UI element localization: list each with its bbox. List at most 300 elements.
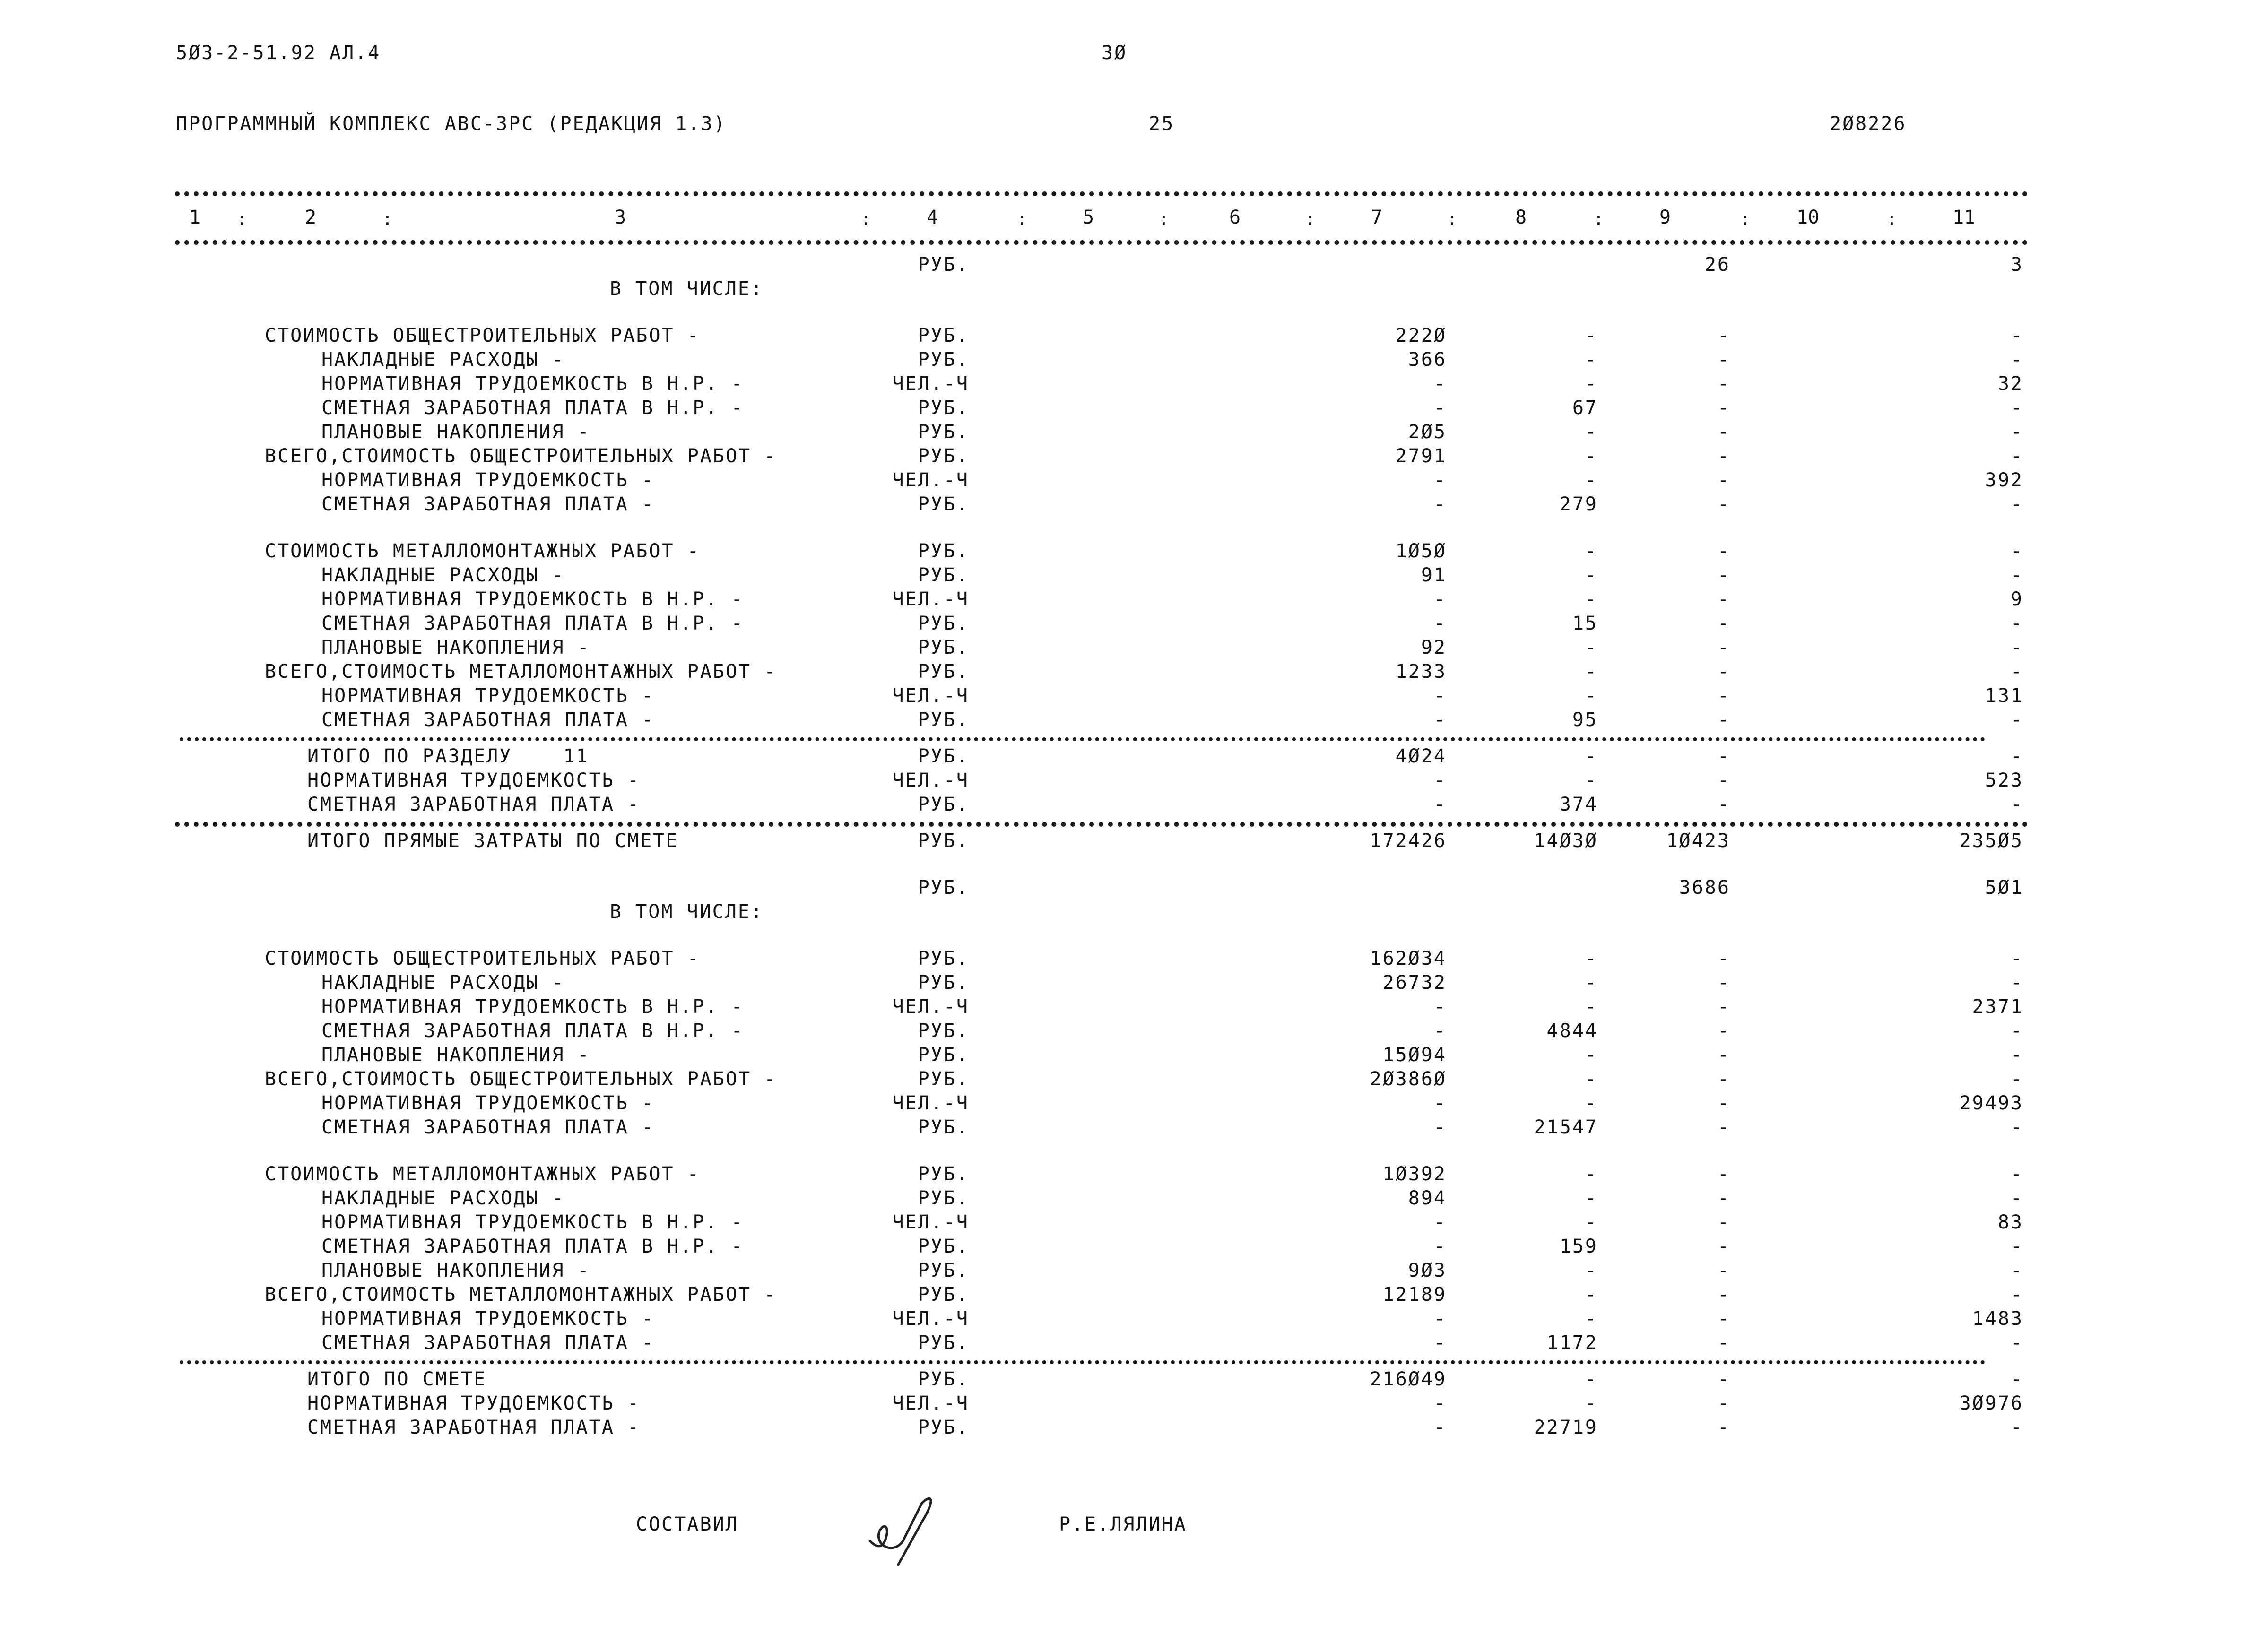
row-unit: РУБ. xyxy=(918,613,969,634)
cell-col-9: - xyxy=(1717,613,1730,634)
cell-col-7: 92 xyxy=(1421,637,1447,658)
table-row xyxy=(0,614,2265,639)
cell-col-7: - xyxy=(1433,1236,1447,1257)
cell-col-8: - xyxy=(1585,948,1598,969)
cell-col-8: - xyxy=(1585,540,1598,562)
row-unit: РУБ. xyxy=(918,1417,969,1438)
cell-col-7: 12189 xyxy=(1382,1284,1447,1306)
cell-col-9: - xyxy=(1717,373,1730,395)
cell-col-11: - xyxy=(2010,1163,2023,1185)
cell-col-8: - xyxy=(1585,661,1598,683)
table-row xyxy=(0,710,2265,735)
cell-col-11: - xyxy=(2010,1116,2023,1138)
table-row xyxy=(0,1213,2265,1237)
cell-col-7: - xyxy=(1433,685,1447,707)
cell-col-9: - xyxy=(1717,1163,1730,1185)
cell-col-7: 26732 xyxy=(1382,972,1447,994)
cell-col-7: - xyxy=(1433,1332,1447,1354)
table-row xyxy=(0,398,2265,423)
cell-col-11: 131 xyxy=(1985,685,2023,707)
subsection-heading-label: В ТОМ ЧИСЛЕ: xyxy=(610,278,764,300)
cell-col-8: - xyxy=(1585,685,1598,707)
cell-col-8: - xyxy=(1585,770,1598,791)
table-row xyxy=(0,1394,2265,1418)
cell-col-11: - xyxy=(2010,349,2023,371)
cell-col-8: - xyxy=(1585,1284,1598,1306)
row-unit: РУБ. xyxy=(918,709,969,731)
table-row xyxy=(0,1333,2265,1358)
row-label: ВСЕГО,СТОИМОСТЬ МЕТАЛЛОМОНТАЖНЫХ РАБОТ - xyxy=(265,1284,777,1306)
row-unit: РУБ. xyxy=(918,1116,969,1138)
cell-col-7: - xyxy=(1433,1393,1447,1414)
row-label: СМЕТНАЯ ЗАРАБОТНАЯ ПЛАТА - xyxy=(321,709,655,731)
cell-col-11: - xyxy=(2010,564,2023,586)
column-separator: : xyxy=(860,208,871,229)
column-number-7: 7 xyxy=(1371,207,1383,228)
cell-col-11: - xyxy=(2010,972,2023,994)
table-row xyxy=(0,831,2265,856)
cell-col-9: - xyxy=(1717,770,1730,791)
cell-col-11: 2371 xyxy=(1972,996,2023,1018)
table-row xyxy=(0,997,2265,1022)
cell-col-9: - xyxy=(1717,1332,1730,1354)
cell-col-8: - xyxy=(1585,637,1598,658)
cell-col-9: - xyxy=(1717,1393,1730,1414)
cell-col-9: - xyxy=(1717,1368,1730,1390)
cell-col-11: - xyxy=(2010,1417,2023,1438)
cell-col-8: - xyxy=(1585,469,1598,491)
cell-col-11: - xyxy=(2010,661,2023,683)
cell-col-9: - xyxy=(1717,996,1730,1018)
cell-col-7: - xyxy=(1433,1211,1447,1233)
table-row xyxy=(0,447,2265,471)
column-number-10: 10 xyxy=(1796,207,1820,228)
cell-col-8: 279 xyxy=(1559,493,1598,515)
row-label: НОРМАТИВНАЯ ТРУДОЕМКОСТЬ - xyxy=(307,1393,641,1414)
table-row xyxy=(0,542,2265,566)
cell-col-11: - xyxy=(2010,745,2023,767)
row-unit: РУБ. xyxy=(918,540,969,562)
row-label: НОРМАТИВНАЯ ТРУДОЕМКОСТЬ - xyxy=(321,469,655,491)
row-unit: РУБ. xyxy=(918,1187,969,1209)
row-label: НОРМАТИВНАЯ ТРУДОЕМКОСТЬ В Н.Р. - xyxy=(321,996,744,1018)
table-row xyxy=(0,949,2265,974)
cell-col-9: - xyxy=(1717,1116,1730,1138)
table-top-rule xyxy=(175,191,2028,196)
cell-col-11: 235Ø5 xyxy=(1959,830,2023,852)
subsection-heading-label: В ТОМ ЧИСЛЕ: xyxy=(610,901,764,923)
row-label: ВСЕГО,СТОИМОСТЬ МЕТАЛЛОМОНТАЖНЫХ РАБОТ - xyxy=(265,661,777,683)
table-row xyxy=(0,638,2265,663)
column-number-8: 8 xyxy=(1515,207,1527,228)
cell-col-11: - xyxy=(2010,613,2023,634)
row-unit: РУБ. xyxy=(918,445,969,467)
table-row xyxy=(0,1070,2265,1094)
cell-col-7: - xyxy=(1433,770,1447,791)
row-unit: РУБ. xyxy=(918,661,969,683)
row-unit: РУБ. xyxy=(918,745,969,767)
cell-col-9: - xyxy=(1717,469,1730,491)
row-unit: ЧЕЛ.-Ч xyxy=(892,685,969,707)
row-unit: ЧЕЛ.-Ч xyxy=(892,1393,969,1414)
row-unit: РУБ. xyxy=(918,493,969,515)
column-separator: : xyxy=(1305,208,1316,229)
cell-col-8: - xyxy=(1585,972,1598,994)
cell-col-11: - xyxy=(2010,1284,2023,1306)
table-row xyxy=(0,747,2265,771)
cell-col-7: - xyxy=(1433,1020,1447,1042)
cell-col-7: 172426 xyxy=(1370,830,1447,852)
cell-col-7: - xyxy=(1433,373,1447,395)
cell-col-9: 26 xyxy=(1704,254,1730,276)
row-unit: ЧЕЛ.-Ч xyxy=(892,469,969,491)
row-label: ПЛАНОВЫЕ НАКОПЛЕНИЯ - xyxy=(321,1044,590,1066)
row-label: СМЕТНАЯ ЗАРАБОТНАЯ ПЛАТА - xyxy=(321,1116,655,1138)
cell-col-11: - xyxy=(2010,1332,2023,1354)
cell-col-7: - xyxy=(1433,1116,1447,1138)
column-separator: : xyxy=(382,208,393,229)
cell-col-7: 2Ø5 xyxy=(1408,421,1447,443)
table-row xyxy=(0,374,2265,399)
cell-col-7: 162Ø34 xyxy=(1370,948,1447,969)
cell-col-11: - xyxy=(2010,1044,2023,1066)
row-unit: ЧЕЛ.-Ч xyxy=(892,1308,969,1330)
cell-col-7: 91 xyxy=(1421,564,1447,586)
cell-col-9: - xyxy=(1717,745,1730,767)
cell-col-11: - xyxy=(2010,445,2023,467)
row-label: СМЕТНАЯ ЗАРАБОТНАЯ ПЛАТА В Н.Р. - xyxy=(321,613,744,634)
cell-col-11: - xyxy=(2010,1236,2023,1257)
row-unit: РУБ. xyxy=(918,1020,969,1042)
cell-col-9: - xyxy=(1717,1236,1730,1257)
cell-col-11: - xyxy=(2010,794,2023,815)
row-label: ВСЕГО,СТОИМОСТЬ ОБЩЕСТРОИТЕЛЬНЫХ РАБОТ - xyxy=(265,1068,777,1090)
row-unit: РУБ. xyxy=(918,794,969,815)
sheet-number: 25 xyxy=(1149,113,1175,135)
table-row xyxy=(0,1237,2265,1262)
row-unit: РУБ. xyxy=(918,972,969,994)
cell-col-9: - xyxy=(1717,325,1730,346)
cell-col-11: - xyxy=(2010,637,2023,658)
cell-col-9: - xyxy=(1717,493,1730,515)
cell-col-7: - xyxy=(1433,588,1447,610)
cell-col-9: - xyxy=(1717,421,1730,443)
row-label: СМЕТНАЯ ЗАРАБОТНАЯ ПЛАТА В Н.Р. - xyxy=(321,397,744,419)
cell-col-9: - xyxy=(1717,1187,1730,1209)
row-unit: РУБ. xyxy=(918,564,969,586)
cell-col-9: - xyxy=(1717,661,1730,683)
cell-col-9: - xyxy=(1717,794,1730,815)
cell-col-9: - xyxy=(1717,1308,1730,1330)
program-title: ПРОГРАММНЫЙ КОМПЛЕКС АВС-ЗРС (РЕДАКЦИЯ 1.3) xyxy=(176,113,727,135)
cell-col-11: - xyxy=(2010,325,2023,346)
column-separator: : xyxy=(1886,208,1897,229)
row-label: ВСЕГО,СТОИМОСТЬ ОБЩЕСТРОИТЕЛЬНЫХ РАБОТ - xyxy=(265,445,777,467)
table-row xyxy=(0,495,2265,519)
column-separator: : xyxy=(236,208,247,229)
column-separator: : xyxy=(1158,208,1169,229)
cell-col-11: 1483 xyxy=(1972,1308,2023,1330)
cell-col-11: - xyxy=(2010,1020,2023,1042)
column-number-9: 9 xyxy=(1659,207,1671,228)
cell-col-8: 95 xyxy=(1572,709,1598,731)
compiled-by-label: СОСТАВИЛ xyxy=(636,1514,738,1535)
cell-col-11: 523 xyxy=(1985,770,2023,791)
cell-col-9: - xyxy=(1717,948,1730,969)
row-label: СТОИМОСТЬ МЕТАЛЛОМОНТАЖНЫХ РАБОТ - xyxy=(265,540,700,562)
cell-col-8: - xyxy=(1585,373,1598,395)
cell-col-8: - xyxy=(1585,996,1598,1018)
table-row xyxy=(0,566,2265,590)
cell-col-7: - xyxy=(1433,794,1447,815)
cell-col-9: 3686 xyxy=(1679,877,1730,899)
table-row xyxy=(0,1189,2265,1213)
column-number-5: 5 xyxy=(1083,207,1094,228)
document-code: 5Ø3-2-51.92 АЛ.4 xyxy=(176,42,381,64)
column-number-1: 1 xyxy=(189,207,201,228)
signature xyxy=(851,1484,964,1569)
column-number-6: 6 xyxy=(1229,207,1241,228)
cell-col-11: 32 xyxy=(1997,373,2023,395)
cell-col-8: 14Ø3Ø xyxy=(1534,830,1598,852)
column-number-11: 11 xyxy=(1953,207,1976,228)
cell-col-7: - xyxy=(1433,1308,1447,1330)
cell-col-7: - xyxy=(1433,709,1447,731)
cell-col-9: - xyxy=(1717,1284,1730,1306)
row-label: ИТОГО ПРЯМЫЕ ЗАТРАТЫ ПО СМЕТЕ xyxy=(307,830,679,852)
row-unit: ЧЕЛ.-Ч xyxy=(892,996,969,1018)
row-unit: РУБ. xyxy=(918,637,969,658)
cell-col-7: - xyxy=(1433,469,1447,491)
table-row xyxy=(0,1021,2265,1046)
row-label: НАКЛАДНЫЕ РАСХОДЫ - xyxy=(321,1187,565,1209)
table-row xyxy=(0,255,2265,280)
cell-col-11: 3Ø976 xyxy=(1959,1393,2023,1414)
table-header-rule xyxy=(175,240,2028,245)
cell-col-9: 1Ø423 xyxy=(1666,830,1730,852)
column-number-2: 2 xyxy=(305,207,317,228)
row-unit: РУБ. xyxy=(918,1236,969,1257)
cell-col-7: 2791 xyxy=(1395,445,1447,467)
cell-col-8: 15 xyxy=(1572,613,1598,634)
table-row xyxy=(0,686,2265,711)
row-label: ПЛАНОВЫЕ НАКОПЛЕНИЯ - xyxy=(321,1260,590,1281)
cell-col-7: - xyxy=(1433,493,1447,515)
row-unit: РУБ. xyxy=(918,830,969,852)
row-unit: ЧЕЛ.-Ч xyxy=(892,770,969,791)
row-unit: РУБ. xyxy=(918,349,969,371)
row-label: СМЕТНАЯ ЗАРАБОТНАЯ ПЛАТА - xyxy=(307,1417,641,1438)
table-row xyxy=(0,771,2265,796)
table-row xyxy=(0,423,2265,447)
cell-col-11: - xyxy=(2010,1187,2023,1209)
table-row xyxy=(0,326,2265,351)
column-separator: : xyxy=(1447,208,1458,229)
cell-col-8: - xyxy=(1585,588,1598,610)
row-label: НОРМАТИВНАЯ ТРУДОЕМКОСТЬ - xyxy=(321,1308,655,1330)
cell-col-9: - xyxy=(1717,1092,1730,1114)
table-row xyxy=(0,1046,2265,1070)
row-unit: РУБ. xyxy=(918,1068,969,1090)
row-unit: ЧЕЛ.-Ч xyxy=(892,373,969,395)
cell-col-9: - xyxy=(1717,1044,1730,1066)
row-label: ИТОГО ПО СМЕТЕ xyxy=(307,1368,487,1390)
cell-col-9: - xyxy=(1717,445,1730,467)
cell-col-8: - xyxy=(1585,1393,1598,1414)
cell-col-9: - xyxy=(1717,1260,1730,1281)
column-number-3: 3 xyxy=(615,207,626,228)
row-label: ИТОГО ПО РАЗДЕЛУ 11 xyxy=(307,745,589,767)
cell-col-8: 67 xyxy=(1572,397,1598,419)
table-row xyxy=(0,1094,2265,1118)
row-unit: РУБ. xyxy=(918,421,969,443)
row-unit: РУБ. xyxy=(918,1284,969,1306)
cell-col-7: 222Ø xyxy=(1395,325,1447,346)
row-unit: ЧЕЛ.-Ч xyxy=(892,1092,969,1114)
cell-col-11: - xyxy=(2010,421,2023,443)
cell-col-9: - xyxy=(1717,349,1730,371)
table-row xyxy=(0,1261,2265,1286)
row-unit: РУБ. xyxy=(918,325,969,346)
cell-col-7: - xyxy=(1433,996,1447,1018)
cell-col-7: - xyxy=(1433,1417,1447,1438)
cell-col-9: - xyxy=(1717,1068,1730,1090)
cell-col-8: - xyxy=(1585,1368,1598,1390)
row-label: НОРМАТИВНАЯ ТРУДОЕМКОСТЬ В Н.Р. - xyxy=(321,1211,744,1233)
table-row xyxy=(0,795,2265,820)
row-label: НОРМАТИВНАЯ ТРУДОЕМКОСТЬ В Н.Р. - xyxy=(321,373,744,395)
row-label: ПЛАНОВЫЕ НАКОПЛЕНИЯ - xyxy=(321,421,590,443)
cell-col-9: - xyxy=(1717,709,1730,731)
row-unit: РУБ. xyxy=(918,1163,969,1185)
table-row xyxy=(0,1370,2265,1394)
cell-col-7: 1233 xyxy=(1395,661,1447,683)
row-unit: РУБ. xyxy=(918,1332,969,1354)
subsection-heading xyxy=(0,902,2265,927)
table-row xyxy=(0,662,2265,687)
cell-col-11: - xyxy=(2010,540,2023,562)
row-label: НОРМАТИВНАЯ ТРУДОЕМКОСТЬ - xyxy=(307,770,641,791)
cell-col-8: - xyxy=(1585,1308,1598,1330)
cell-col-9: - xyxy=(1717,397,1730,419)
cell-col-7: 894 xyxy=(1408,1187,1447,1209)
cell-col-8: - xyxy=(1585,445,1598,467)
cell-col-8: - xyxy=(1585,1092,1598,1114)
table-row xyxy=(0,1165,2265,1189)
cell-col-11: - xyxy=(2010,493,2023,515)
cell-col-11: - xyxy=(2010,709,2023,731)
cell-col-8: 1172 xyxy=(1546,1332,1598,1354)
row-label: НАКЛАДНЫЕ РАСХОДЫ - xyxy=(321,564,565,586)
section-rule xyxy=(175,822,2028,827)
cell-col-8: 22719 xyxy=(1534,1417,1598,1438)
cell-col-7: 2Ø386Ø xyxy=(1370,1068,1447,1090)
cell-col-8: - xyxy=(1585,325,1598,346)
table-row xyxy=(0,471,2265,495)
cell-col-11: - xyxy=(2010,1260,2023,1281)
cell-col-8: - xyxy=(1585,349,1598,371)
cell-col-9: - xyxy=(1717,588,1730,610)
subtotal-rule xyxy=(180,1360,1986,1364)
column-number-4: 4 xyxy=(927,207,938,228)
row-unit: РУБ. xyxy=(918,1260,969,1281)
table-row xyxy=(0,1309,2265,1334)
cell-col-8: - xyxy=(1585,1260,1598,1281)
cell-col-9: - xyxy=(1717,1417,1730,1438)
row-label: СМЕТНАЯ ЗАРАБОТНАЯ ПЛАТА В Н.Р. - xyxy=(321,1020,744,1042)
row-unit: РУБ. xyxy=(918,948,969,969)
row-label: НАКЛАДНЫЕ РАСХОДЫ - xyxy=(321,972,565,994)
cell-col-9: - xyxy=(1717,685,1730,707)
row-label: НОРМАТИВНАЯ ТРУДОЕМКОСТЬ В Н.Р. - xyxy=(321,588,744,610)
document-id: 2Ø8226 xyxy=(1830,113,1907,135)
cell-col-7: 1Ø392 xyxy=(1382,1163,1447,1185)
row-label: СТОИМОСТЬ ОБЩЕСТРОИТЕЛЬНЫХ РАБОТ - xyxy=(265,325,700,346)
table-row xyxy=(0,590,2265,614)
row-unit: РУБ. xyxy=(918,877,969,899)
cell-col-11: - xyxy=(2010,948,2023,969)
column-separator: : xyxy=(1593,208,1604,229)
row-unit: РУБ. xyxy=(918,397,969,419)
table-row xyxy=(0,878,2265,903)
column-separator: : xyxy=(1016,208,1027,229)
row-label: СТОИМОСТЬ МЕТАЛЛОМОНТАЖНЫХ РАБОТ - xyxy=(265,1163,700,1185)
row-label: НОРМАТИВНАЯ ТРУДОЕМКОСТЬ - xyxy=(321,685,655,707)
page-number: 3Ø xyxy=(1102,42,1128,64)
row-unit: ЧЕЛ.-Ч xyxy=(892,1211,969,1233)
row-unit: РУБ. xyxy=(918,1368,969,1390)
cell-col-11: 5Ø1 xyxy=(1985,877,2023,899)
cell-col-8: 374 xyxy=(1559,794,1598,815)
subtotal-rule xyxy=(180,737,1986,741)
cell-col-8: - xyxy=(1585,1163,1598,1185)
cell-col-11: 9 xyxy=(2010,588,2023,610)
table-row xyxy=(0,350,2265,375)
cell-col-11: 392 xyxy=(1985,469,2023,491)
cell-col-8: - xyxy=(1585,1187,1598,1209)
row-label: НАКЛАДНЫЕ РАСХОДЫ - xyxy=(321,349,565,371)
row-label: СМЕТНАЯ ЗАРАБОТНАЯ ПЛАТА - xyxy=(321,493,655,515)
cell-col-9: - xyxy=(1717,1211,1730,1233)
row-label: СТОИМОСТЬ ОБЩЕСТРОИТЕЛЬНЫХ РАБОТ - xyxy=(265,948,700,969)
cell-col-7: - xyxy=(1433,1092,1447,1114)
cell-col-11: - xyxy=(2010,1368,2023,1390)
row-label: СМЕТНАЯ ЗАРАБОТНАЯ ПЛАТА - xyxy=(321,1332,655,1354)
cell-col-7: 1Ø5Ø xyxy=(1395,540,1447,562)
cell-col-8: - xyxy=(1585,1211,1598,1233)
row-unit: РУБ. xyxy=(918,1044,969,1066)
cell-col-7: - xyxy=(1433,397,1447,419)
table-row xyxy=(0,1285,2265,1310)
cell-col-11: 83 xyxy=(1997,1211,2023,1233)
cell-col-8: 4844 xyxy=(1546,1020,1598,1042)
cell-col-8: - xyxy=(1585,1044,1598,1066)
cell-col-8: 159 xyxy=(1559,1236,1598,1257)
cell-col-7: 4Ø24 xyxy=(1395,745,1447,767)
cell-col-11: 3 xyxy=(2010,254,2023,276)
cell-col-7: 9Ø3 xyxy=(1408,1260,1447,1281)
cell-col-9: - xyxy=(1717,564,1730,586)
compiler-name: Р.Е.ЛЯЛИНА xyxy=(1059,1514,1187,1535)
table-row xyxy=(0,1118,2265,1142)
cell-col-7: 15Ø94 xyxy=(1382,1044,1447,1066)
cell-col-7: - xyxy=(1433,613,1447,634)
subsection-heading xyxy=(0,279,2265,304)
cell-col-8: 21547 xyxy=(1534,1116,1598,1138)
cell-col-8: - xyxy=(1585,564,1598,586)
cell-col-9: - xyxy=(1717,637,1730,658)
cell-col-9: - xyxy=(1717,540,1730,562)
